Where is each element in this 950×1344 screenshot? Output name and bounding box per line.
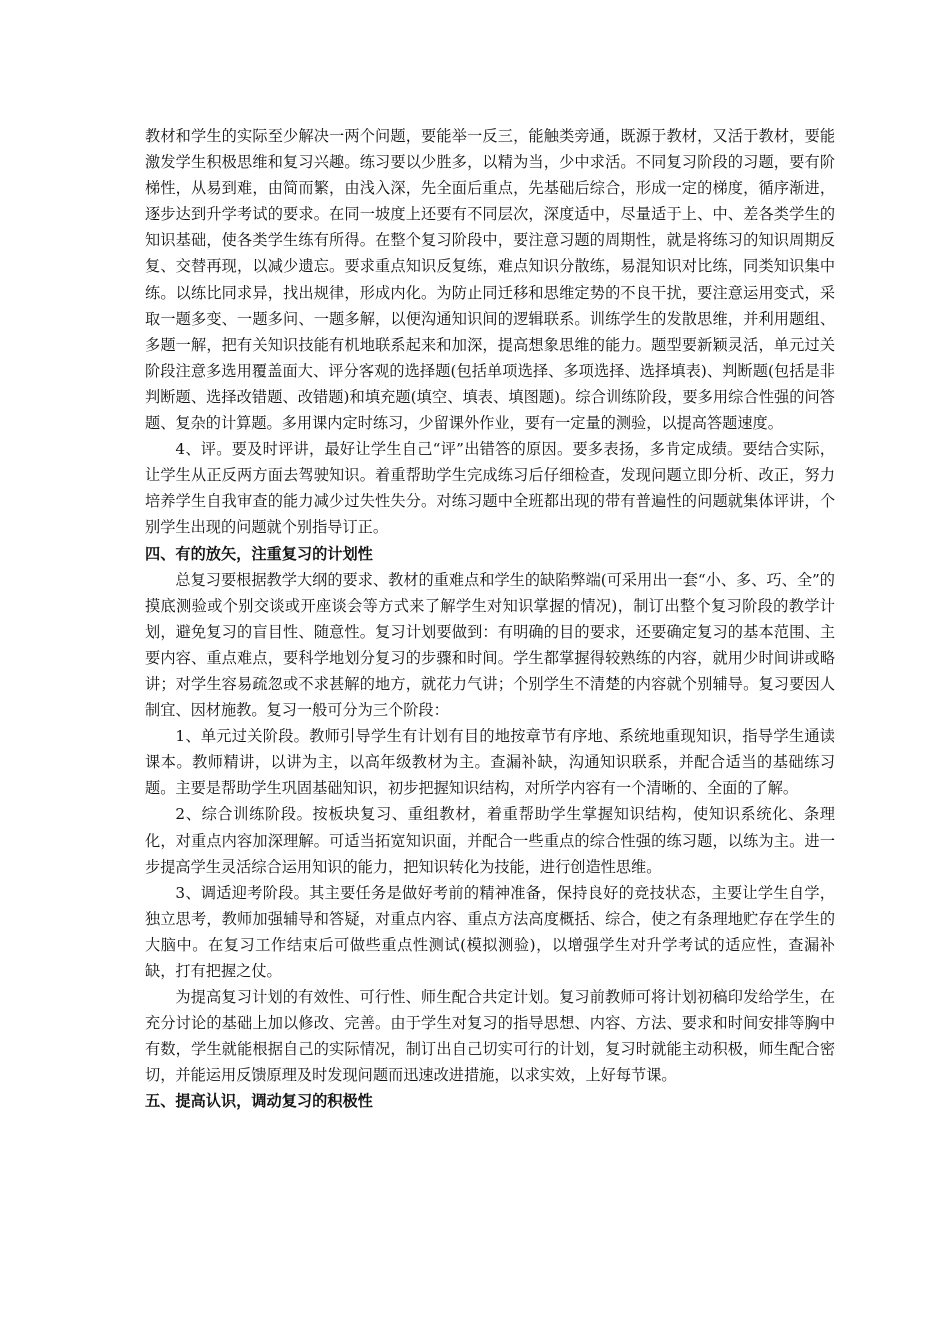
- paragraph-review-plan: 总复习要根据教学大纲的要求、教材的重难点和学生的缺陷弊端(可采用出一套“小、多、巧、全”的摸底测验或个别交谈或开座谈会等方式来了解学生对知识掌握的情况)，制订出整个复习阶段的教学计划，避免复习的盲目性、随意性。复习计划要做到：有明确的目的要求，还要确定复习的基本范围、主要内容、重点难点，要科学地划分复习的步骤和时间。学生都掌握得较熟练的内容，就用少时间讲或略讲；对学生容易疏忽或不求甚解的地方，就花力气讲；个别学生不清楚的内容就个别辅导。复习要因人制宜、因材施教。复习一般可分为三个阶段：: [145, 570, 835, 720]
- section-heading-5: 五、提高认识，调动复习的积极性: [145, 1092, 373, 1111]
- paragraph-stage-3: 3、调适迎考阶段。其主要任务是做好考前的精神准备，保持良好的竞技状态，主要让学生自学，独立思考，教师加强辅导和答疑，对重点内容、重点方法高度概括、综合，使之有条理地贮存在学生的大脑中。在复习工作结束后可做些重点性测试(模拟测验)，以增强学生对升学考试的适应性，查漏补缺，打有把握之仗。: [145, 883, 835, 980]
- paragraph-plan-effectiveness: 为提高复习计划的有效性、可行性、师生配合共定计划。复习前教师可将计划初稿印发给学生，在充分讨论的基础上加以修改、完善。由于学生对复习的指导思想、内容、方法、要求和时间安排等胸中有数，学生就能根据自己的实际情况，制订出自己切实可行的计划，复习时就能主动积极，师生配合密切，并能运用反馈原理及时发现问题而迅速改进措施，以求实效，上好每节课。: [145, 988, 835, 1085]
- paragraph-practice-continuation: 教材和学生的实际至少解决一两个问题，要能举一反三，能触类旁通，既源于教材，又活于教材，要能激发学生积极思维和复习兴趣。练习要以少胜多，以精为当，少中求活。不同复习阶段的习题，要有阶梯性，从易到难，由简而繁，由浅入深，先全面后重点，先基础后综合，形成一定的梯度，循序渐进，逐步达到升学考试的要求。在同一坡度上还要有不同层次，深度适中，尽量适于上、中、差各类学生的知识基础，使各类学生练有所得。在整个复习阶段中，要注意习题的周期性，就是将练习的知识周期反复、交替再现，以减少遗忘。要求重点知识反复练，难点知识分散练，易混知识对比练，同类知识集中练。以练比同求异，找出规律，形成内化。为防止同迁移和思维定势的不良干扰，要注意运用变式，采取一题多变、一题多问、一题多解，以便沟通知识间的逻辑联系。训练学生的发散思维，并利用题组、多题一解，把有关知识技能有机地联系起来和加深，提高想象思维的能力。题型要新颖灵活，单元过关阶段注意多选用覆盖面大、评分客观的选择题(包括单项选择、多项选择、选择填表)、判断题(包括是非判断题、选择改错题、改错题)和填充题(填空、填表、填图题)。综合训练阶段，要多用综合性强的问答题、复杂的计算题。多用课内定时练习，少留课外作业，要有一定量的测验，以提高答题速度。: [145, 127, 835, 433]
- paragraph-stage-1: 1、单元过关阶段。教师引导学生有计划有目的地按章节有序地、系统地重现知识，指导学生通读课本。教师精讲，以讲为主，以高年级教材为主。查漏补缺，沟通知识联系，并配合适当的基础练习题。主要是帮助学生巩固基础知识，初步把握知识结构，对所学内容有一个清晰的、全面的了解。: [145, 727, 835, 798]
- paragraph-evaluate: 4、评。要及时评讲，最好让学生自己“评”出错答的原因。要多表扬，多肯定成绩。要结合实际，让学生从正反两方面去驾驶知识。着重帮助学生完成练习后仔细检查，发现问题立即分析、改正，努力培养学生自我审查的能力减少过失性失分。对练习题中全班都出现的带有普遍性的问题就集体评讲，个别学生出现的问题就个别指导订正。: [145, 440, 835, 537]
- document-page: [145, 123, 835, 1115]
- section-heading-4: 四、有的放矢，注重复习的计划性: [145, 544, 373, 563]
- paragraph-stage-2: 2、综合训练阶段。按板块复习、重组教材，着重帮助学生掌握知识结构，使知识系统化、条理化，对重点内容加深理解。可适当拓宽知识面，并配合一些重点的综合性强的练习题，以练为主。进一步提高学生灵活综合运用知识的能力，把知识转化为技能，进行创造性思维。: [145, 805, 835, 876]
